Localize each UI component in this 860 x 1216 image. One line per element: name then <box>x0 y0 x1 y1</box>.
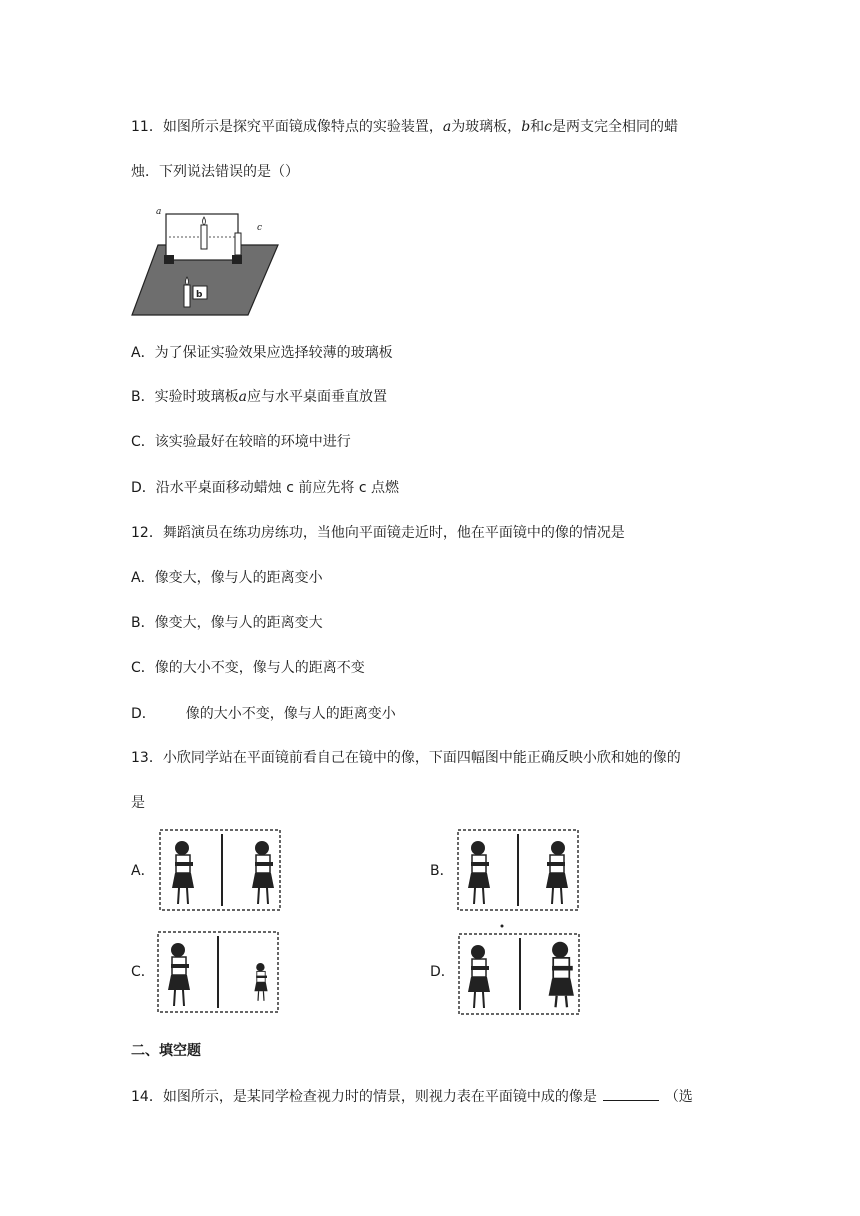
q11-stem-line2: 烛．下列说法错误的是（） <box>131 164 299 180</box>
q11-option-b-text: 应与水平桌面垂直放置 <box>246 389 387 405</box>
var-a: a <box>442 119 452 135</box>
q11-text: 是两支完全相同的蜡 <box>552 119 678 135</box>
q13-label-a: A． <box>131 863 155 879</box>
q14-stem <box>131 1086 693 1107</box>
q11-option-d: D．沿水平桌面移动蜡烛 c 前应先将 c 点燃 <box>131 480 399 496</box>
q11-option-b-text: B．实验时玻璃板 <box>131 389 239 405</box>
q13-stem-line1: 13．小欣同学站在平面镜前看自己在镜中的像，下面四幅图中能正确反映小欣和她的像的 <box>131 750 681 766</box>
q11-option-b <box>131 387 387 407</box>
section-title: 二、填空题 <box>131 1043 201 1059</box>
q13-stem-line2: 是 <box>131 795 145 811</box>
fig-label-a: a <box>156 207 162 217</box>
var-b: b <box>521 119 531 135</box>
q14-text: （选 <box>664 1089 693 1105</box>
fig-label-b: b <box>196 290 203 300</box>
q13-label-b: B． <box>430 863 454 879</box>
fig-label-c: c <box>257 223 263 233</box>
q12-option-d-text: 像的大小不变，像与人的距离变小 <box>185 706 396 722</box>
q11-stem-line1 <box>131 117 678 137</box>
q13-label-d: D． <box>430 964 455 980</box>
q11-text: 11．如图所示是探究平面镜成像特点的实验装置， <box>131 119 443 135</box>
q11-option-a: A．为了保证实验效果应选择较薄的玻璃板 <box>131 345 393 361</box>
q14-text: 14．如图所示，是某同学检查视力时的情景，则视力表在平面镜中成的像是 <box>131 1089 597 1105</box>
q13-figure-b <box>456 828 580 912</box>
var-a: a <box>238 389 247 405</box>
q11-option-c: C．该实验最好在较暗的环境中进行 <box>131 434 351 450</box>
q13-figure-c <box>156 930 280 1014</box>
q11-text: 和 <box>530 119 545 135</box>
var-c: c <box>544 119 552 135</box>
q13-figure-d <box>456 920 582 1018</box>
q13-label-c: C． <box>131 964 155 980</box>
q12-option-a: A．像变大，像与人的距离变小 <box>131 570 323 586</box>
q12-option-c: C．像的大小不变，像与人的距离不变 <box>131 660 365 676</box>
q12-option-d <box>131 704 396 724</box>
q11-text: 为玻璃板， <box>451 119 522 135</box>
q12-option-b: B．像变大，像与人的距离变大 <box>131 615 323 631</box>
q12-stem: 12．舞蹈演员在练功房练功，当他向平面镜走近时，他在平面镜中的像的情况是 <box>131 525 625 541</box>
q12-option-d-label: D． <box>131 706 156 722</box>
q11-experiment-figure <box>130 203 280 319</box>
q13-figure-a <box>158 828 282 912</box>
answer-blank[interactable] <box>603 1086 659 1101</box>
